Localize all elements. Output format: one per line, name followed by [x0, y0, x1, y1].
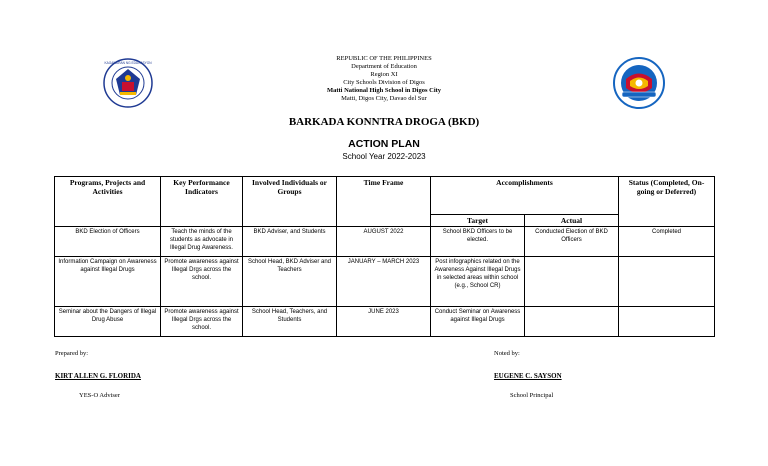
header-division: City Schools Division of Digos	[343, 79, 425, 86]
cell-program: Seminar about the Dangers of Illegal Drug Abuse	[55, 307, 161, 337]
cell-kpi: Promote awareness against Illegal Drgs across the school.	[161, 307, 243, 337]
cell-timeframe: JANUARY – MARCH 2023	[337, 257, 431, 307]
header-accomplishments: Accomplishments	[431, 177, 619, 215]
header-target: Target	[431, 215, 525, 227]
header-involved: Involved Individuals or Groups	[243, 177, 337, 227]
table-row	[55, 307, 715, 337]
header-region: Region XI	[370, 71, 398, 78]
header-status: Status (Completed, On-going or Deferred)	[619, 177, 715, 227]
cell-target: Conduct Seminar on Awareness against Illegal Drugs	[431, 307, 525, 337]
cell-actual	[525, 307, 619, 337]
deped-seal-text: KAGAWARAN NG EDUKASYON	[104, 61, 152, 66]
table-row	[55, 227, 715, 257]
cell-timeframe: JUNE 2023	[337, 307, 431, 337]
noted-by-title: School Principal	[510, 392, 554, 399]
cell-program: BKD Election of Officers	[55, 227, 161, 257]
header-school: Matti National High School in Digos City	[326, 87, 442, 94]
cell-involved: BKD Adviser, and Students	[243, 227, 337, 257]
cell-kpi: Teach the minds of the students as advocate in Illegal Drug Awareness.	[161, 227, 243, 257]
table-row	[55, 257, 715, 307]
header-republic: REPUBLIC OF THE PHILIPPINES	[336, 55, 432, 62]
header-kpi: Key Performance Indicators	[161, 177, 243, 227]
noted-by-name: EUGENE C. SAYSON	[494, 372, 562, 380]
cell-status: Completed	[619, 227, 715, 257]
header-actual: Actual	[525, 215, 619, 227]
plan-title: ACTION PLAN	[348, 138, 420, 150]
header-timeframe: Time Frame	[337, 177, 431, 227]
cell-target: Post infographics related on the Awareness Against Illegal Drugs in selected areas within school (e.g., School CR)	[431, 257, 525, 307]
school-year: School Year 2022-2023	[342, 152, 426, 161]
prepared-by-name: KIRT ALLEN G. FLORIDA	[55, 372, 141, 380]
cell-status	[619, 307, 715, 337]
cell-actual	[525, 257, 619, 307]
noted-by-label: Noted by:	[494, 350, 520, 357]
header-department: Department of Education	[351, 63, 417, 70]
org-title: BARKADA KONNTRA DROGA (BKD)	[288, 116, 480, 128]
cell-involved: School Head, BKD Adviser and Teachers	[243, 257, 337, 307]
cell-involved: School Head, Teachers, and Students	[243, 307, 337, 337]
cell-kpi: Promote awareness against Illegal Drgs across the school.	[161, 257, 243, 307]
table-header-row	[55, 177, 715, 215]
cell-program: Information Campaign on Awareness against Illegal Drugs	[55, 257, 161, 307]
cell-status	[619, 257, 715, 307]
header-address: Matti, Digos City, Davao del Sur	[341, 95, 427, 102]
cell-target: School BKD Officers to be elected.	[431, 227, 525, 257]
cell-actual: Conducted Election of BKD Officers	[525, 227, 619, 257]
prepared-by-label: Prepared by:	[55, 350, 89, 357]
action-plan-table	[54, 176, 715, 337]
prepared-by-title: YES-O Adviser	[79, 392, 120, 399]
header-programs: Programs, Projects and Activities	[55, 177, 161, 227]
cell-timeframe: AUGUST 2022	[337, 227, 431, 257]
